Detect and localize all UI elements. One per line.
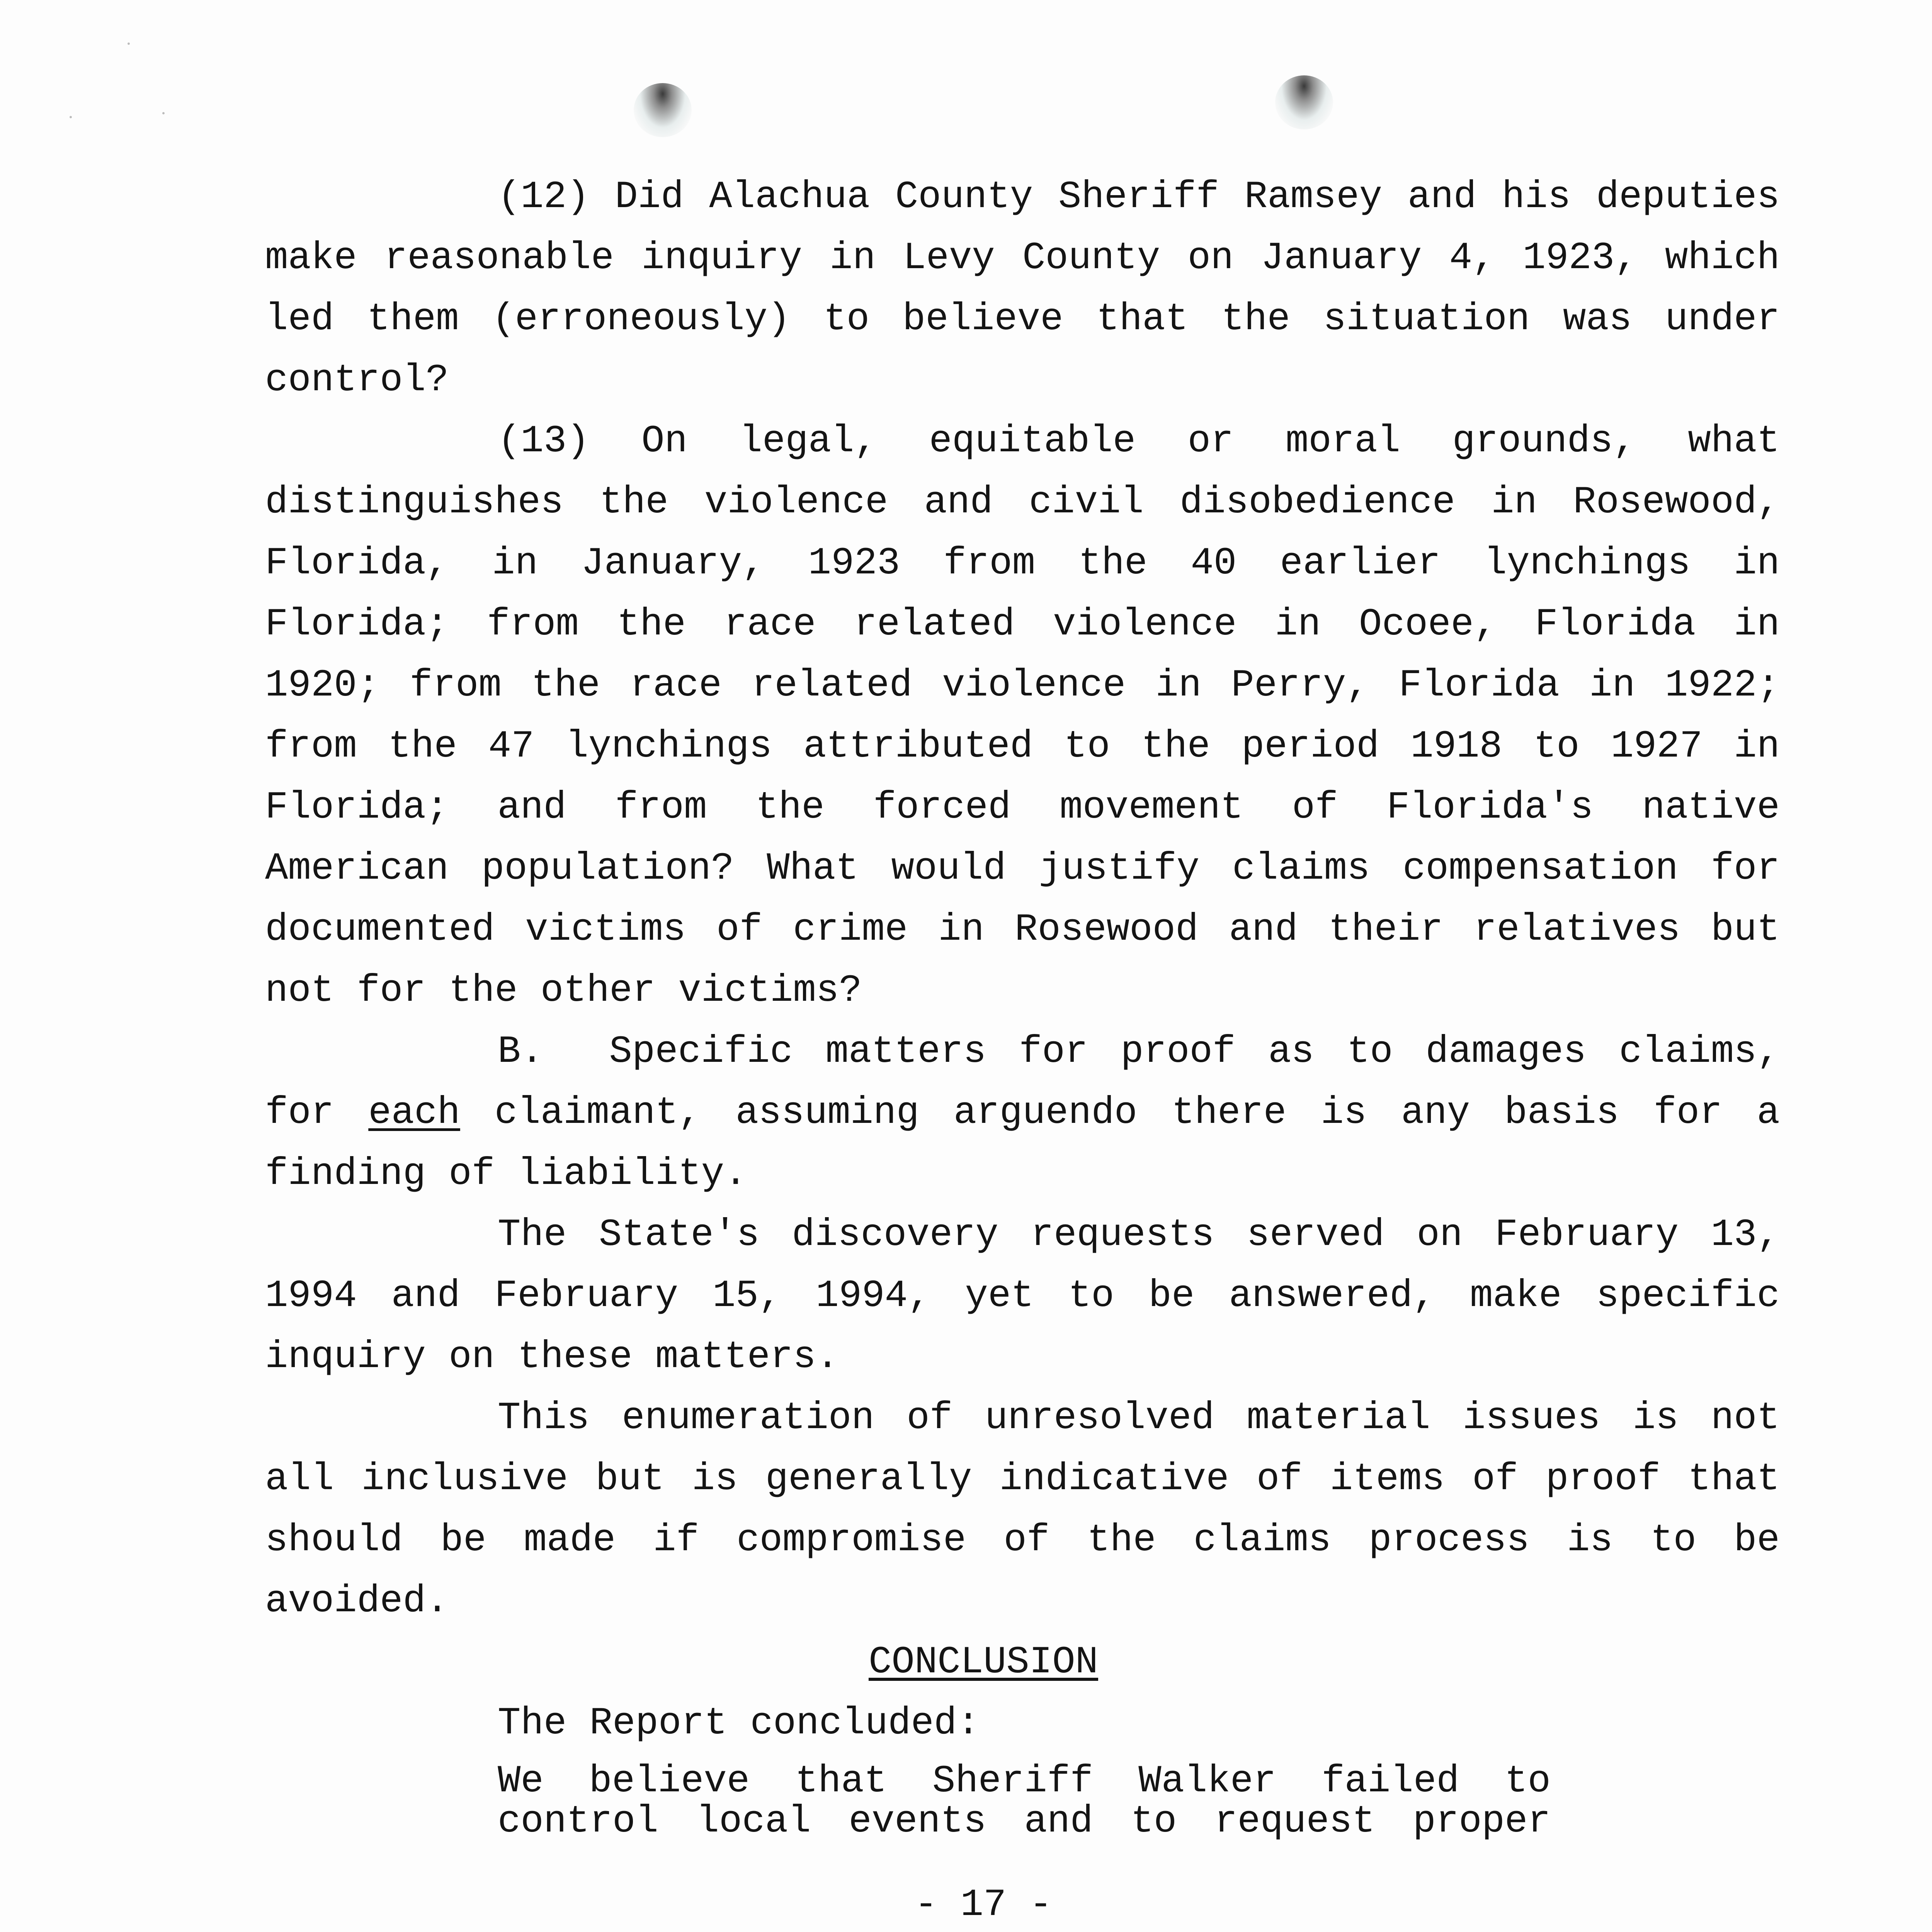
text-line: Florida; and from the forced movement of Florida's native bbox=[265, 786, 1780, 829]
text-line: distinguishes the violence and civil disobedience in Rosewood, bbox=[265, 481, 1780, 524]
block-quote-line: We believe that Sheriff Walker failed to bbox=[498, 1760, 1551, 1803]
text-line: documented victims of crime in Rosewood and their relatives but bbox=[265, 908, 1780, 951]
block-quote-line: control local events and to request proper bbox=[498, 1800, 1551, 1843]
section-heading bbox=[0, 1639, 1932, 1685]
emphasized-word: each bbox=[368, 1091, 460, 1134]
text-line: control? bbox=[265, 359, 449, 402]
text-line: 1920; from the race related violence in Perry, Florida in 1922; bbox=[265, 664, 1780, 707]
text-line: American population? What would justify claims compensation for bbox=[265, 847, 1780, 890]
text-fragment: for bbox=[265, 1091, 369, 1134]
text-line: The State's discovery requests served on February 13, bbox=[498, 1213, 1780, 1257]
punch-hole-left bbox=[634, 83, 692, 137]
text-line: This enumeration of unresolved material issues is not bbox=[498, 1396, 1780, 1440]
text-line: (12) Did Alachua County Sheriff Ramsey and his deputies bbox=[498, 175, 1780, 219]
text-line: 1994 and February 15, 1994, yet to be answered, make specific bbox=[265, 1274, 1780, 1318]
text-line: led them (erroneously) to believe that the situation was under bbox=[265, 298, 1780, 341]
text-line: Florida, in January, 1923 from the 40 earlier lynchings in bbox=[265, 542, 1780, 585]
text-line: finding of liability. bbox=[265, 1152, 747, 1196]
heading-text: CONCLUSION bbox=[868, 1641, 1099, 1684]
text-line: make reasonable inquiry in Levy County on January 4, 1923, which bbox=[265, 236, 1780, 280]
text-line: The Report concluded: bbox=[498, 1702, 980, 1745]
text-line: (13) On legal, equitable or moral grounds, what bbox=[498, 420, 1780, 463]
punch-hole-right bbox=[1275, 75, 1333, 129]
text-line: inquiry on these matters. bbox=[265, 1335, 839, 1379]
text-fragment: claimant, assuming arguendo there is any basis for a bbox=[460, 1091, 1780, 1134]
text-line bbox=[265, 1090, 1780, 1136]
scan-speck bbox=[162, 112, 165, 114]
text-line: all inclusive but is generally indicative of items of proof that bbox=[265, 1458, 1780, 1501]
scan-speck bbox=[70, 116, 72, 118]
text-line: not for the other victims? bbox=[265, 969, 862, 1012]
page-number: - 17 - bbox=[914, 1883, 1053, 1927]
text-line: from the 47 lynchings attributed to the period 1918 to 1927 in bbox=[265, 725, 1780, 768]
text-line: B. Specific matters for proof as to damages claims, bbox=[498, 1030, 1780, 1073]
scan-speck bbox=[128, 43, 130, 45]
text-line: should be made if compromise of the claims process is to be bbox=[265, 1519, 1780, 1562]
text-line: Florida; from the race related violence in Ocoee, Florida in bbox=[265, 603, 1780, 646]
text-line: avoided. bbox=[265, 1580, 449, 1623]
